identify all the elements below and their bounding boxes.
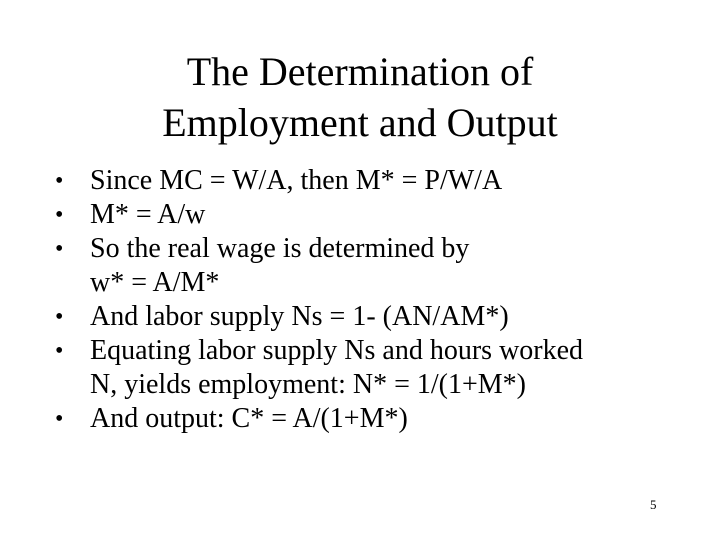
bullet-item-4: [55, 300, 695, 334]
bullet-item-2: [55, 198, 695, 232]
bullet-list: [55, 164, 695, 436]
bullet-text: And labor supply Ns = 1- (AN/AM*): [90, 301, 509, 332]
bullet-item-1: [55, 164, 695, 198]
page-number: 5: [650, 497, 657, 512]
bullet-icon: •: [55, 202, 64, 228]
bullet-item-6: [55, 402, 695, 436]
bullet-icon: •: [55, 168, 64, 194]
bullet-text-continued: w* = A/M*: [90, 267, 220, 298]
bullet-icon: •: [55, 304, 64, 330]
bullet-text: M* = A/w: [90, 199, 206, 230]
bullet-icon: •: [55, 406, 64, 432]
slide-title-line-1: The Determination of: [186, 49, 534, 94]
bullet-icon: •: [55, 338, 64, 364]
bullet-text-continued: N, yields employment: N* = 1/(1+M*): [90, 369, 526, 400]
bullet-text: Since MC = W/A, then M* = P/W/A: [90, 165, 503, 196]
bullet-icon: •: [55, 236, 64, 262]
slide-title-line-2: Employment and Output: [162, 100, 558, 145]
slide-title: [0, 46, 720, 148]
bullet-text: So the real wage is determined by: [90, 233, 470, 264]
bullet-item-3: [55, 232, 695, 300]
bullet-text: And output: C* = A/(1+M*): [90, 403, 408, 434]
bullet-item-5: [55, 334, 695, 402]
bullet-text: Equating labor supply Ns and hours worked: [90, 335, 584, 366]
